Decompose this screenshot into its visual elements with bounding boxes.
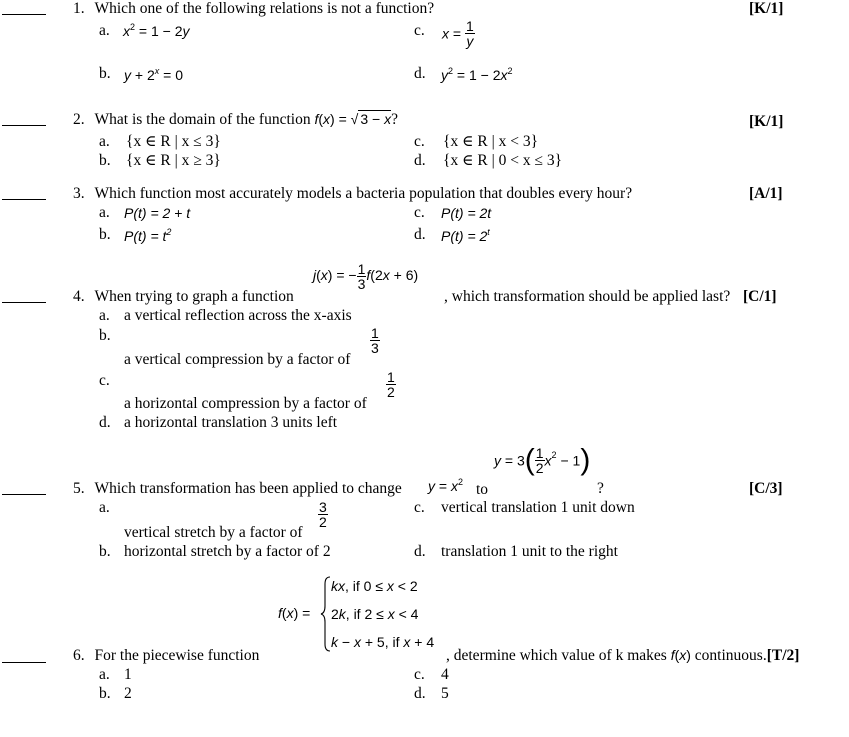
option-d-text[interactable]: translation 1 unit to the right bbox=[441, 543, 618, 560]
question-to: to bbox=[476, 481, 489, 498]
option-a-text[interactable]: P(t) = 2 + t bbox=[124, 205, 191, 221]
function-expression: f(x) = √ 3 − x bbox=[314, 111, 392, 127]
option-a-text[interactable]: {x ∈ R | x ≤ 3} bbox=[126, 133, 221, 150]
answer-blank-3[interactable] bbox=[2, 199, 46, 200]
piecewise-case-1: kx, if 0 ≤ x < 2 bbox=[331, 578, 418, 594]
question-number: 6. bbox=[73, 647, 85, 664]
question-4 bbox=[73, 288, 294, 306]
option-d-math[interactable]: $y^2 = 1 - 2x^2$ bbox=[441, 66, 513, 83]
question-number: 1. bbox=[73, 0, 85, 17]
question-text: What is the domain of the function bbox=[94, 111, 311, 128]
piecewise-function-name: f(x) = bbox=[278, 605, 311, 621]
option-b-text[interactable]: horizontal stretch by a factor of 2 bbox=[124, 543, 331, 560]
option-label: a. bbox=[99, 307, 110, 324]
piecewise-case-2: 2k, if 2 ≤ x < 4 bbox=[331, 606, 419, 622]
mark-badge: [T/2] bbox=[766, 647, 800, 664]
question-number: 4. bbox=[73, 288, 85, 305]
option-label: c. bbox=[414, 22, 425, 39]
question-text: When trying to graph a function bbox=[94, 288, 294, 305]
option-label: c. bbox=[99, 372, 110, 389]
option-label: d. bbox=[414, 543, 426, 560]
option-a-text[interactable]: a vertical reflection across the x-axis bbox=[124, 307, 352, 324]
option-b-text[interactable]: 2 bbox=[124, 685, 132, 702]
question-number: 5. bbox=[73, 480, 85, 497]
answer-blank-5[interactable] bbox=[2, 494, 46, 495]
option-label: b. bbox=[99, 543, 111, 560]
question-3 bbox=[73, 185, 632, 203]
option-b-text[interactable]: {x ∈ R | x ≥ 3} bbox=[126, 152, 221, 169]
option-a-math[interactable]: $x^2 = 1 - 2y$ bbox=[123, 22, 190, 39]
option-a-fraction: $\frac{3}{2}$ bbox=[319, 499, 327, 530]
option-c-text[interactable]: a horizontal compression by a factor of bbox=[124, 395, 367, 412]
question-number: 3. bbox=[73, 185, 85, 202]
option-a-text[interactable]: 1 bbox=[124, 666, 132, 683]
option-label: a. bbox=[99, 666, 110, 683]
question-suffix: ? bbox=[597, 480, 604, 497]
option-label: b. bbox=[99, 685, 111, 702]
question-1 bbox=[73, 0, 434, 18]
question-text: Which one of the following relations is not a function? bbox=[94, 0, 435, 17]
function-ref: f(x) bbox=[670, 647, 691, 663]
option-label: c. bbox=[414, 133, 425, 150]
question-suffix: , determine which value of k makes f(x) continuous.[T/2] bbox=[446, 647, 800, 664]
option-label: d. bbox=[414, 152, 426, 169]
question-text: For the piecewise function bbox=[94, 647, 260, 664]
option-b-math[interactable]: $P(t) = t^2$ bbox=[124, 227, 172, 244]
option-label: a. bbox=[99, 133, 110, 150]
target-function: y = 3( $\frac{1}{2}$ $x^2 - 1$) bbox=[494, 443, 591, 477]
option-label: a. bbox=[99, 204, 110, 221]
question-6 bbox=[73, 647, 259, 665]
option-d-text[interactable]: {x ∈ R | 0 < x ≤ 3} bbox=[443, 152, 563, 169]
question-suffix: , which transformation should be applied last? bbox=[444, 288, 731, 305]
mark-badge: [A/1] bbox=[749, 185, 783, 202]
mark-badge: [K/1] bbox=[749, 0, 784, 17]
option-label: d. bbox=[99, 414, 111, 431]
option-c-math[interactable]: x = $\frac{1}{y}$ bbox=[442, 18, 474, 49]
option-label: c. bbox=[414, 499, 425, 516]
question-5 bbox=[73, 480, 402, 498]
function-expression: j(x) = − $\frac{1}{3}$ f(2x + 6) bbox=[313, 261, 419, 292]
option-b-math[interactable]: $y + 2^x = 0$ bbox=[124, 66, 183, 83]
option-label: c. bbox=[414, 204, 425, 221]
option-c-text[interactable]: P(t) = 2t bbox=[441, 205, 492, 221]
option-label: c. bbox=[414, 666, 425, 683]
option-b-text[interactable]: a vertical compression by a factor of bbox=[124, 351, 351, 368]
source-function: $y = x^2$ bbox=[428, 477, 463, 494]
answer-blank-6[interactable] bbox=[2, 662, 46, 663]
option-c-text[interactable]: vertical translation 1 unit down bbox=[441, 499, 635, 516]
option-a-text[interactable]: vertical stretch by a factor of bbox=[124, 524, 303, 541]
question-text: Which function most accurately models a bacteria population that doubles every hour? bbox=[94, 185, 633, 202]
question-number: 2. bbox=[73, 111, 85, 128]
option-c-text[interactable]: 4 bbox=[441, 666, 449, 683]
mark-badge: [K/1] bbox=[749, 113, 784, 130]
option-d-math[interactable]: $P(t) = 2^t$ bbox=[441, 227, 490, 244]
piecewise-case-3: k − x + 5, if x + 4 bbox=[331, 634, 435, 650]
mark-badge: [C/3] bbox=[749, 480, 783, 497]
answer-blank-1[interactable] bbox=[2, 14, 46, 15]
option-label: b. bbox=[99, 226, 111, 243]
option-label: b. bbox=[99, 152, 111, 169]
answer-blank-2[interactable] bbox=[2, 125, 46, 126]
option-label: a. bbox=[99, 22, 110, 39]
answer-blank-4[interactable] bbox=[2, 302, 46, 303]
option-label: b. bbox=[99, 327, 111, 344]
option-label: d. bbox=[414, 226, 426, 243]
question-suffix: ? bbox=[391, 111, 398, 128]
question-text: Which transformation has been applied to change bbox=[94, 480, 402, 497]
option-c-fraction: $\frac{1}{2}$ bbox=[387, 369, 395, 400]
option-b-fraction: $\frac{1}{3}$ bbox=[371, 325, 379, 356]
option-label: b. bbox=[99, 65, 111, 82]
question-2 bbox=[73, 111, 398, 129]
mark-badge: [C/1] bbox=[743, 288, 777, 305]
option-label: a. bbox=[99, 499, 110, 516]
option-label: d. bbox=[414, 685, 426, 702]
option-d-text[interactable]: a horizontal translation 3 units left bbox=[124, 414, 338, 431]
option-d-text[interactable]: 5 bbox=[441, 685, 449, 702]
option-c-text[interactable]: {x ∈ R | x < 3} bbox=[443, 133, 539, 150]
option-label: d. bbox=[414, 65, 426, 82]
